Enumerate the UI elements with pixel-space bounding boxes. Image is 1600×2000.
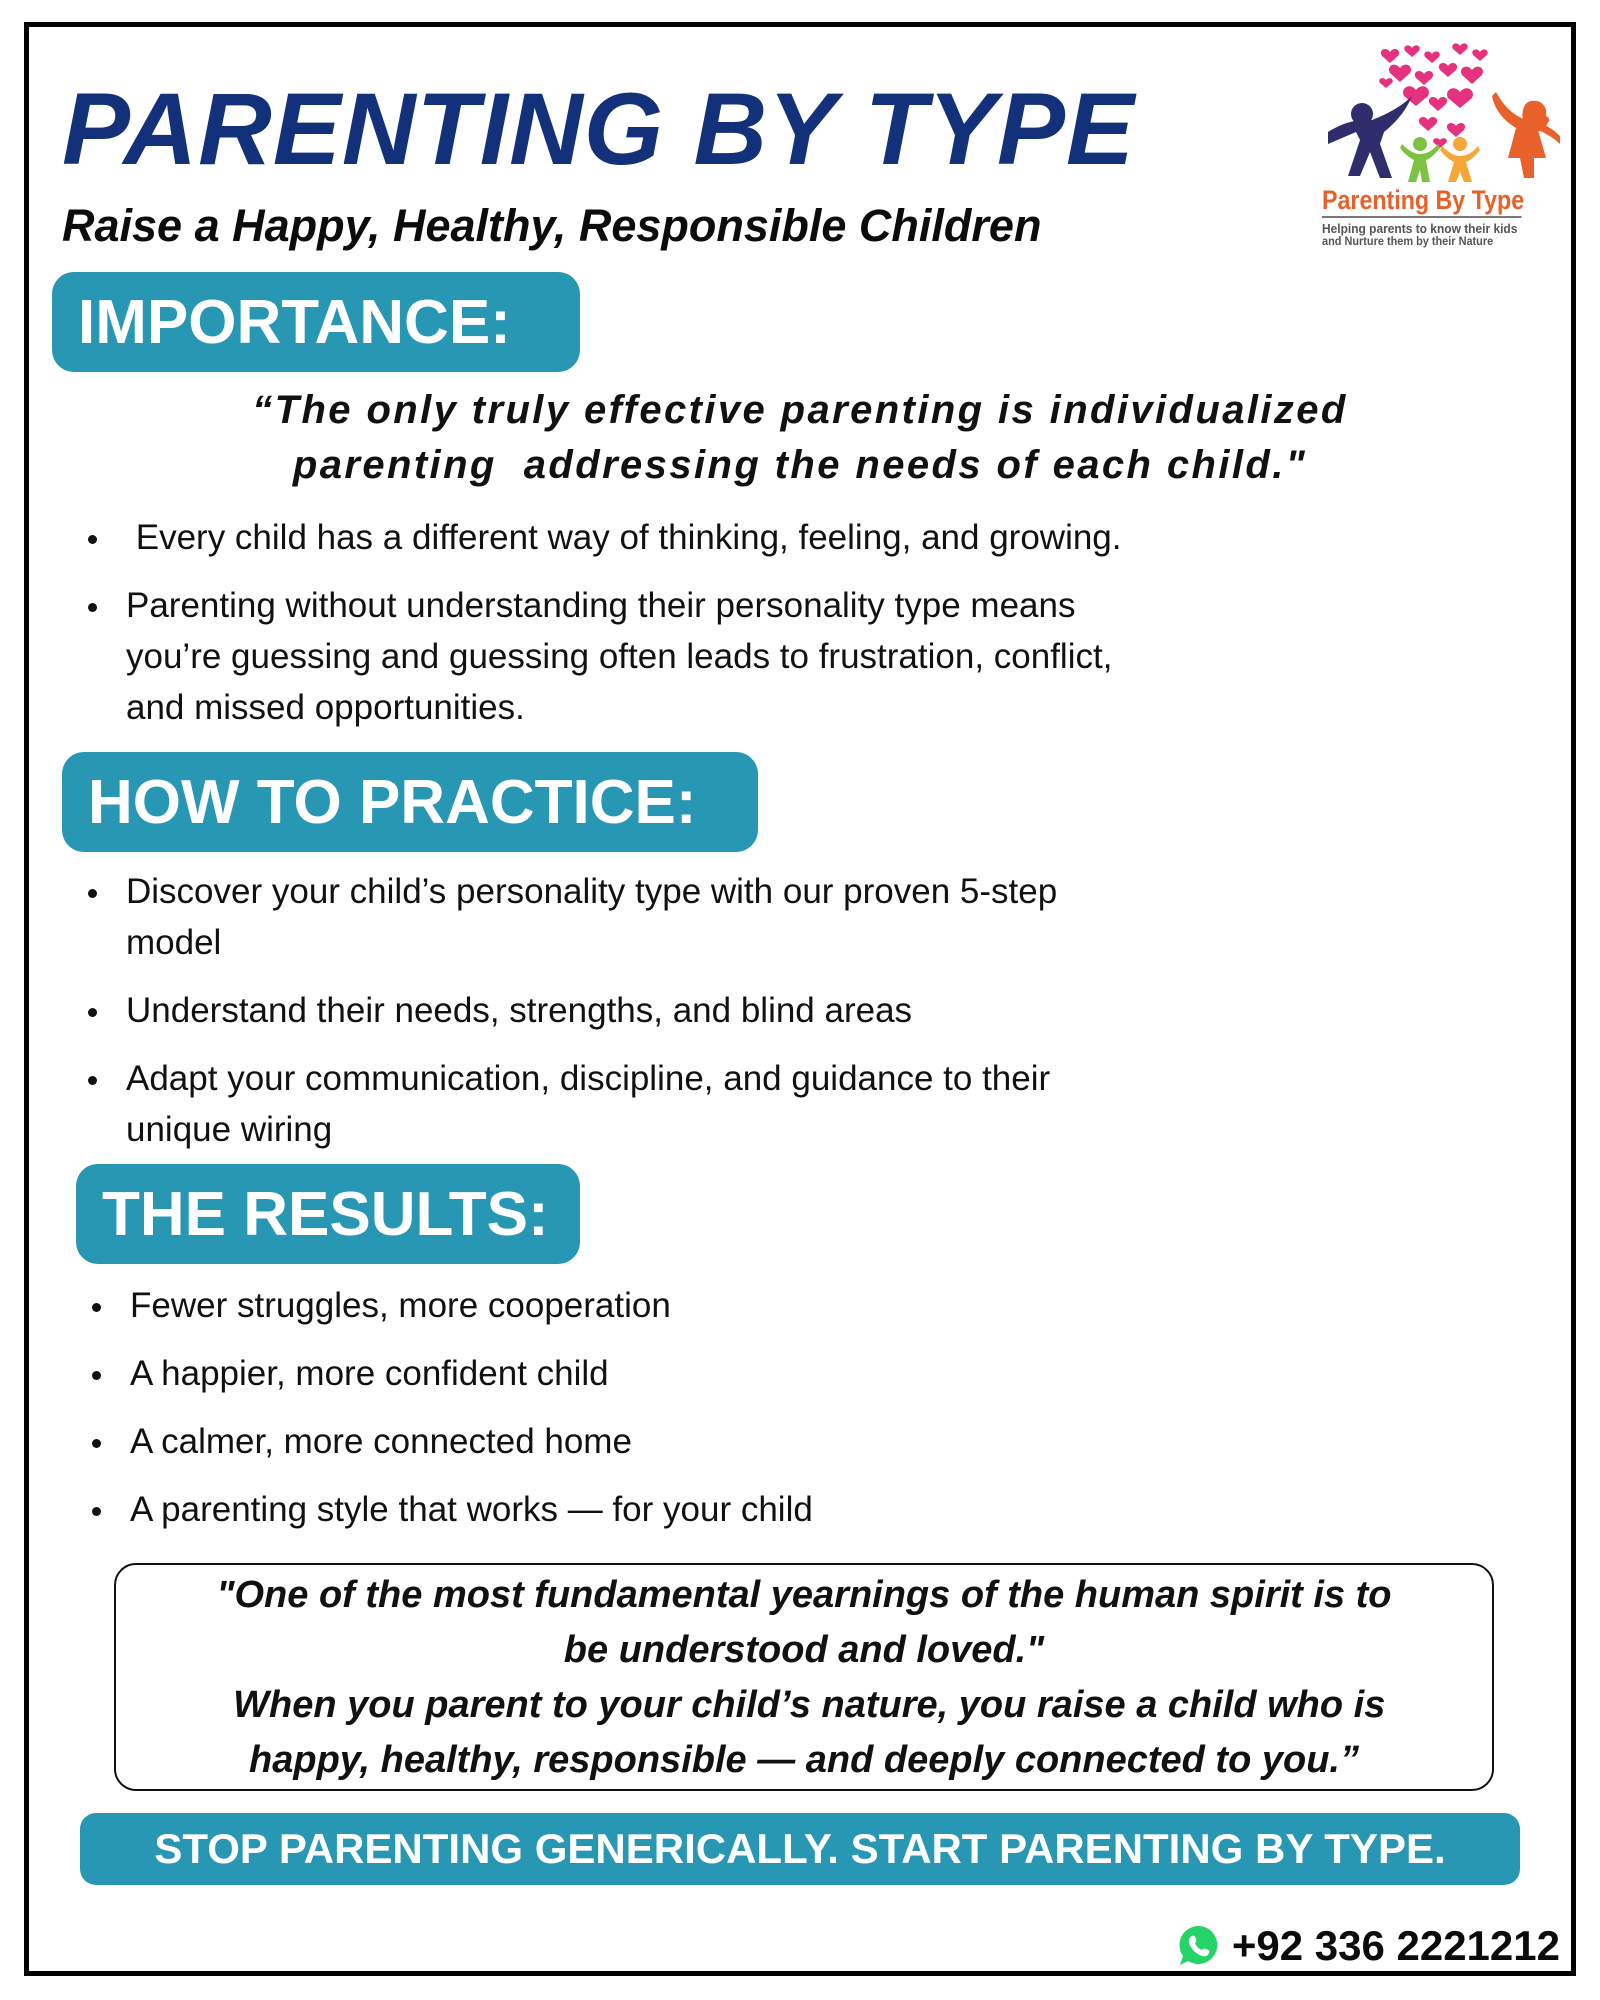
section-heading-results xyxy=(76,1164,580,1264)
call-to-action-banner: STOP PARENTING GENERICALLY. START PARENTING BY TYPE. xyxy=(80,1813,1520,1885)
importance-quote xyxy=(100,383,1500,493)
section-heading-label: HOW TO PRACTICE: xyxy=(88,767,697,837)
contact-info[interactable] xyxy=(1176,1922,1560,1970)
quote-line: parenting addressing the needs of each child." xyxy=(292,443,1308,487)
list-item: Fewer struggles, more cooperation xyxy=(84,1280,1284,1331)
logo-tagline-secondary: and Nurture them by their Nature xyxy=(1322,236,1494,248)
list-item: Parenting without understanding their personality type means you’re guessing and guessing often leads to frustration, conflict, and missed opportunities. xyxy=(80,580,1340,733)
page-subtitle: Raise a Happy, Healthy, Responsible Children xyxy=(62,200,1042,251)
closing-line: happy, healthy, responsible — and deeply connected to you.” xyxy=(249,1739,1359,1781)
whatsapp-icon xyxy=(1176,1923,1222,1969)
results-list xyxy=(84,1280,1284,1552)
section-heading-label: IMPORTANCE: xyxy=(78,287,511,357)
list-item: Understand their needs, strengths, and blind areas xyxy=(80,985,1280,1036)
logo-name: Parenting By Type xyxy=(1322,184,1522,218)
phone-number[interactable]: +92 336 2221212 xyxy=(1231,1922,1560,1969)
importance-list xyxy=(80,512,1340,750)
section-heading-how-to-practice xyxy=(62,752,758,852)
list-item: Discover your child’s personality type with our proven 5-step model xyxy=(80,866,1280,968)
list-item: A calmer, more connected home xyxy=(84,1416,1284,1467)
list-item: A parenting style that works — for your child xyxy=(84,1484,1284,1535)
list-item: A happier, more confident child xyxy=(84,1348,1284,1399)
closing-line: be understood and loved." xyxy=(563,1629,1045,1671)
quote-line: “The only truly effective parenting is individualized xyxy=(252,388,1348,432)
closing-line: When you parent to your child’s nature, you raise a child who is xyxy=(222,1684,1386,1726)
page-title: PARENTING BY TYPE xyxy=(62,72,1136,186)
list-item: Every child has a different way of thinking, feeling, and growing. xyxy=(80,512,1340,563)
section-heading-importance xyxy=(52,272,580,372)
logo-tagline: Helping parents to know their kids xyxy=(1322,221,1518,236)
brand-logo xyxy=(1310,40,1570,255)
practice-list xyxy=(80,866,1280,1172)
section-heading-label: THE RESULTS: xyxy=(102,1179,549,1249)
closing-line: "One of the most fundamental yearnings of the human spirit is to xyxy=(216,1574,1392,1616)
list-item: Adapt your communication, discipline, and guidance to their unique wiring xyxy=(80,1053,1280,1155)
family-hearts-logo-icon xyxy=(1320,40,1560,185)
closing-quote-box xyxy=(114,1563,1494,1791)
